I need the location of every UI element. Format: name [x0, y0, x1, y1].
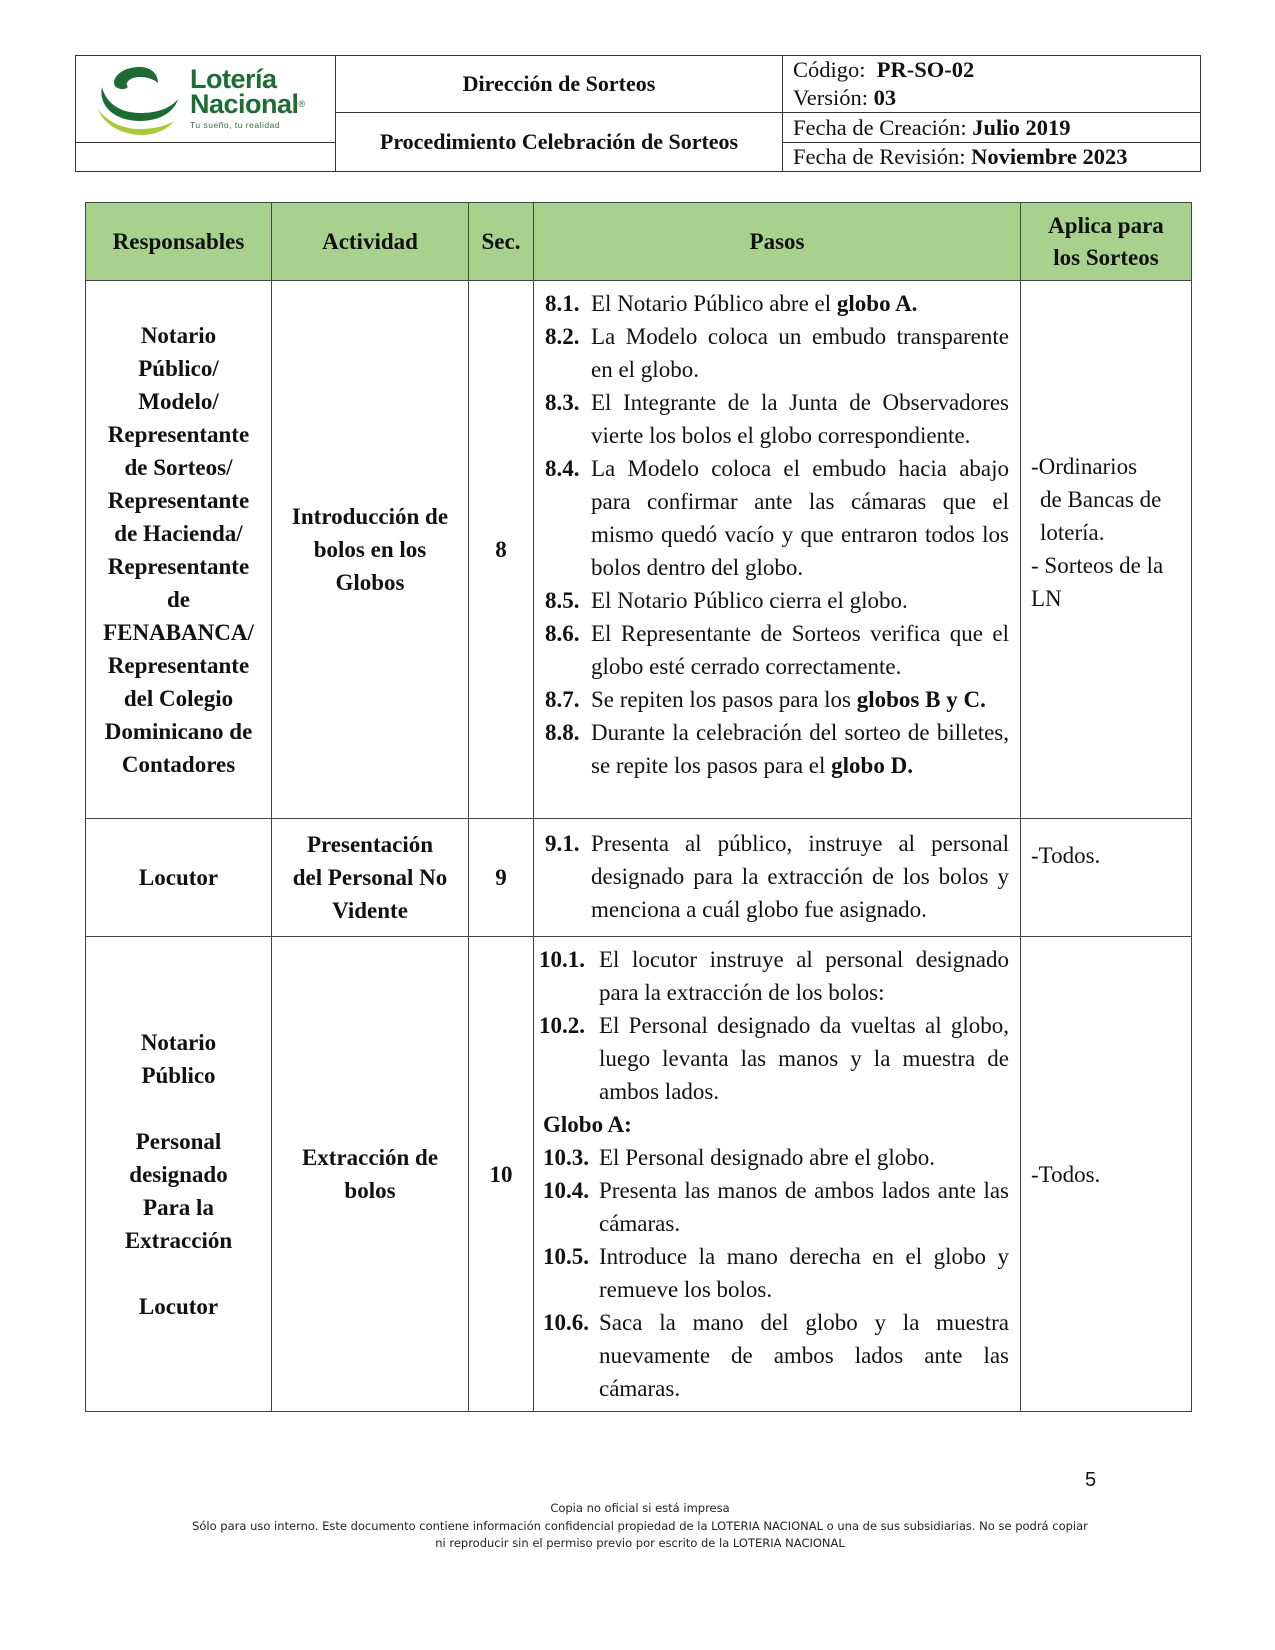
step-item: 10.6. Saca la mano del globo y la muestra nuevamente de ambos lados ante las cámaras.: [543, 1310, 1009, 1401]
table-header-row: [86, 203, 1192, 281]
step-item: 8.5. El Notario Público cierra el globo.: [545, 588, 908, 613]
revision-value: Noviembre 2023: [971, 143, 1128, 169]
footer-line3: ni reproducir sin el permiso previo por escrito de la LOTERIA NACIONAL: [435, 1536, 845, 1550]
procedure-title: Procedimiento Celebración de Sorteos: [336, 113, 783, 172]
step-item: 9.1. Presenta al público, instruye al personal designado para la extracción de los bolos y menciona a cuál globo fue asignado.: [545, 831, 1009, 922]
actividad-cell: Extracción de bolos: [272, 937, 469, 1412]
pasos-cell: [534, 819, 1021, 937]
col-header-aplica: Aplica para los Sorteos: [1021, 203, 1192, 281]
col-header-pasos: Pasos: [534, 203, 1021, 281]
step-item: 8.8. Durante la celebración del sorteo de billetes, se repite los pasos para el globo D.: [545, 720, 1009, 778]
step-item: 8.2. La Modelo coloca un embudo transparente en el globo.: [545, 324, 1009, 382]
responsables-cell: Locutor: [86, 819, 272, 937]
codigo-version-cell: [783, 56, 1201, 113]
department-title: Dirección de Sorteos: [336, 56, 783, 113]
footer-line1: Copia no oficial si está impresa: [550, 1501, 730, 1515]
revision-label: Fecha de Revisión:: [793, 143, 966, 169]
step-item: 10.5. Introduce la mano derecha en el globo y remueve los bolos.: [543, 1244, 1009, 1302]
logo-slogan: Tu sueño, tu realidad: [190, 120, 281, 131]
step-item: 10.3. El Personal designado abre el globo.: [543, 1145, 935, 1170]
logo-name-line1: Lotería: [190, 64, 277, 95]
version-label: Versión:: [793, 85, 868, 111]
version-value: 03: [873, 85, 897, 111]
aplica-cell: -Todos.: [1021, 937, 1192, 1412]
col-header-actividad: Actividad: [272, 203, 469, 281]
col-header-responsables: Responsables: [86, 203, 272, 281]
step-item: 10.2. El Personal designado da vueltas al globo, luego levanta las manos y la muestra de ambos lados.: [539, 1013, 1009, 1104]
step-item: 8.3. El Integrante de la Junta de Observadores vierte los bolos el globo correspondiente.: [545, 390, 1009, 448]
logo-cell: [76, 56, 336, 143]
creacion-value: Julio 2019: [972, 114, 1071, 140]
pasos-cell: [534, 281, 1021, 819]
footer-line2: Sólo para uso interno. Este documento contiene información confidencial propiedad de la LOTERIA NACIONAL o una de sus subsidiarias. No se podrá copiar: [192, 1518, 1088, 1533]
pasos-cell: [534, 937, 1021, 1412]
registered-mark: ®: [298, 99, 305, 110]
procedure-table: [85, 202, 1192, 1412]
actividad-cell: Introducción de bolos en los Globos: [272, 281, 469, 819]
aplica-cell: -Todos.: [1021, 819, 1192, 937]
loteria-nacional-logo: [76, 59, 335, 139]
actividad-cell: Presentación del Personal No Vidente: [272, 819, 469, 937]
responsables-cell: Notario Público/ Modelo/ Representante de Sorteos/ Representante de Hacienda/ Representante de FENABANCA/ Representante del Colegio Dominicano de Contadores: [86, 281, 272, 819]
sec-cell: 9: [469, 819, 534, 937]
globe-swoosh-icon: [94, 59, 186, 139]
revision-date-cell: [783, 142, 1201, 171]
table-row: [86, 819, 1192, 937]
aplica-cell: -Ordinarios de Bancas de lotería. - Sorteos de la LN: [1021, 281, 1192, 819]
globo-a-label: Globo A:: [543, 1112, 632, 1137]
col-header-sec: Sec.: [469, 203, 534, 281]
page-number: 5: [1085, 1469, 1097, 1491]
step-item: 10.4. Presenta las manos de ambos lados ante las cámaras.: [543, 1178, 1009, 1236]
codigo-value: PR-SO-02: [876, 57, 975, 83]
confidentiality-footer: [140, 1500, 1140, 1553]
table-row: [86, 937, 1192, 1412]
creation-date-cell: [783, 113, 1201, 142]
step-item: 8.7. Se repiten los pasos para los globos B y C.: [545, 687, 986, 712]
codigo-label: Código:: [793, 57, 866, 83]
document-header: [75, 55, 1201, 172]
creacion-label: Fecha de Creación:: [793, 114, 967, 140]
sec-cell: 10: [469, 937, 534, 1412]
step-item: 8.4. La Modelo coloca el embudo hacia abajo para confirmar ante las cámaras que el mismo quedó vacío y que entraron todos los bolos dentro del globo.: [545, 456, 1009, 580]
logo-name-line2: Nacional: [190, 89, 299, 120]
step-item: 8.1. El Notario Público abre el globo A.: [545, 291, 918, 316]
responsables-cell: Notario Público Personal designado Para la Extracción Locutor: [86, 937, 272, 1412]
step-item: 8.6. El Representante de Sorteos verifica que el globo esté cerrado correctamente.: [545, 621, 1009, 679]
sec-cell: 8: [469, 281, 534, 819]
step-item: 10.1. El locutor instruye al personal designado para la extracción de los bolos:: [539, 947, 1009, 1005]
table-row: [86, 281, 1192, 819]
